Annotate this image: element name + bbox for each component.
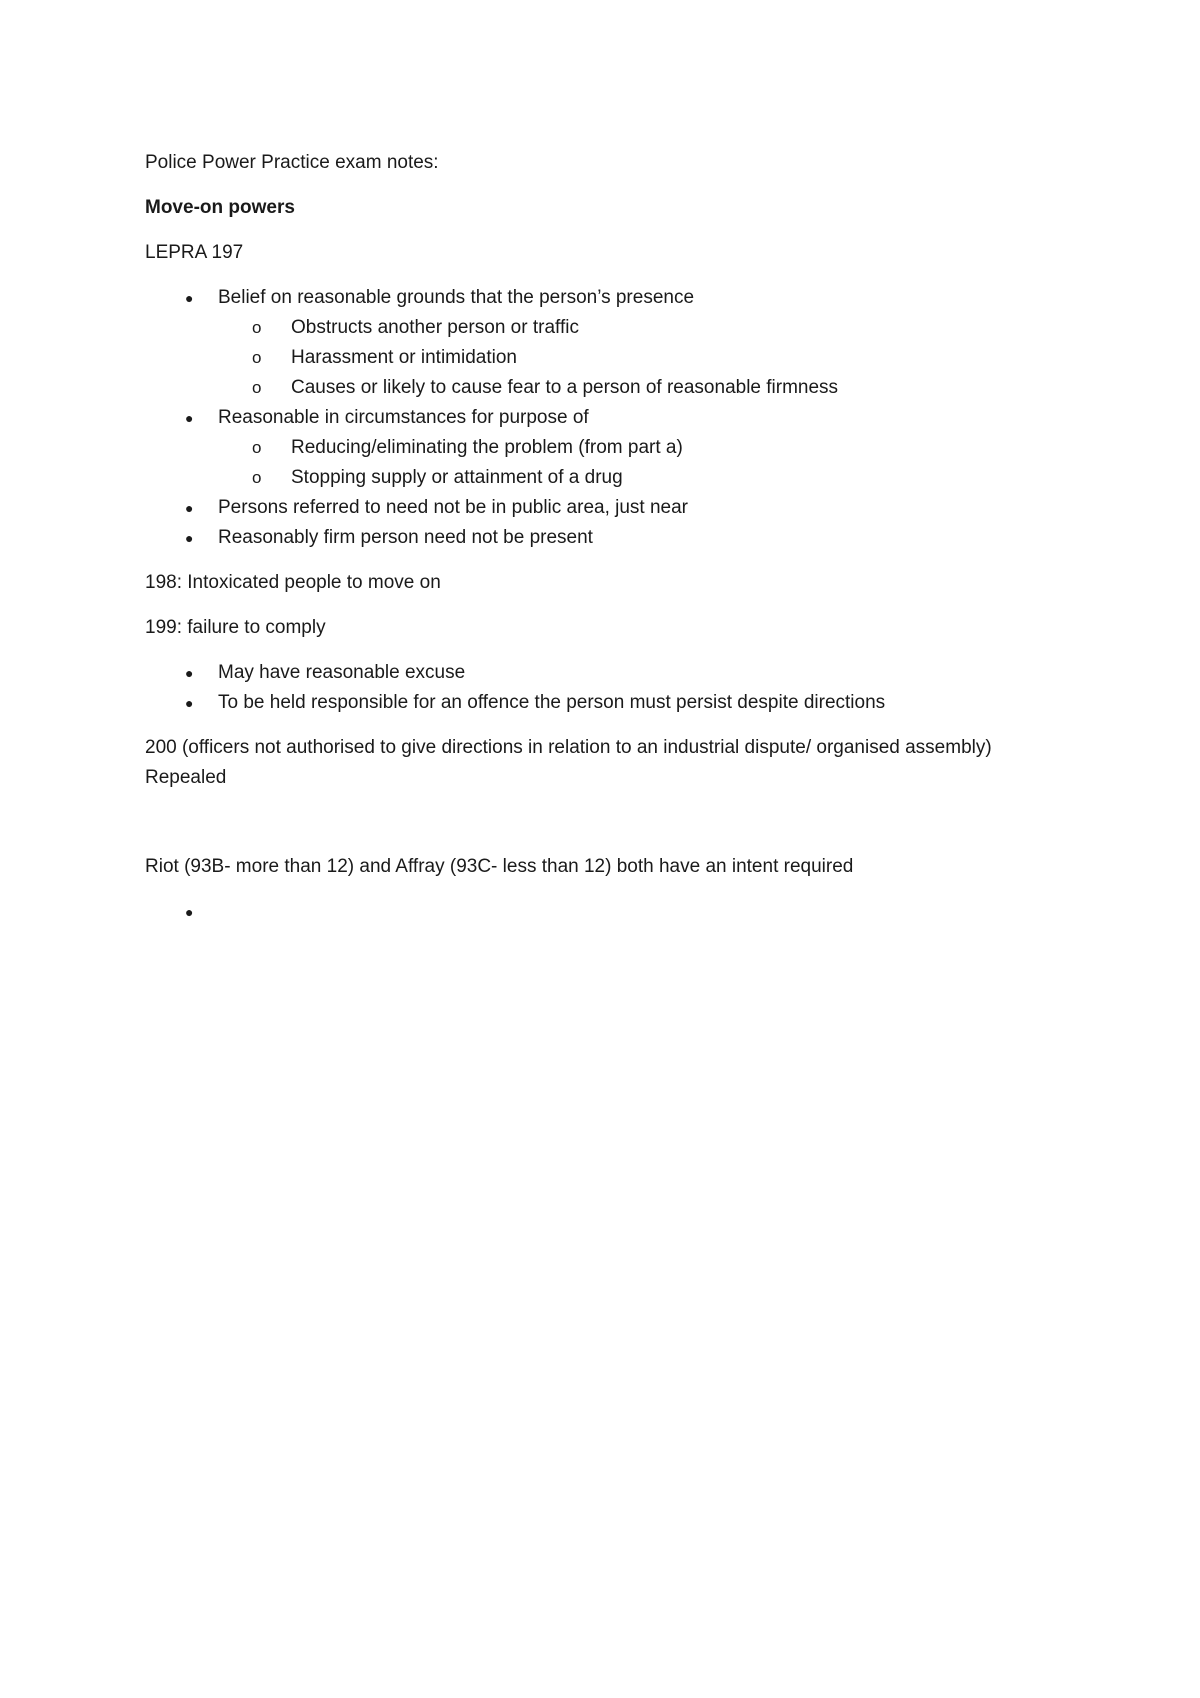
- section-200: 200 (officers not authorised to give directions in relation to an industrial dispute/ organised assembly) Repealed: [145, 737, 992, 788]
- bullet-icon: ●: [185, 665, 194, 681]
- list-item-text: Belief on reasonable grounds that the person’s presence: [218, 287, 695, 308]
- lepra-bullet-list: [145, 283, 1045, 553]
- sub-list-item-text: Causes or likely to cause fear to a person of reasonable firmness: [291, 377, 839, 398]
- list-item: [145, 283, 1045, 403]
- lepra-section-label: LEPRA 197: [145, 242, 244, 263]
- riot-affray-note: Riot (93B- more than 12) and Affray (93C- less than 12) both have an intent required: [145, 856, 854, 877]
- sub-list-item-text: Reducing/eliminating the problem (from part a): [291, 437, 683, 458]
- list-item: [145, 688, 1045, 718]
- sub-bullet-icon: o: [252, 438, 262, 457]
- empty-bullet-list: [145, 897, 1045, 927]
- sub-bullet-icon: o: [252, 378, 262, 397]
- sub-list-item-text: Obstructs another person or traffic: [291, 317, 579, 338]
- list-item: [145, 523, 1045, 553]
- list-item-text: May have reasonable excuse: [218, 662, 466, 683]
- list-item: [145, 897, 1045, 927]
- sub-list-item: [218, 463, 1045, 493]
- list-item-text: Reasonable in circumstances for purpose of: [218, 407, 589, 428]
- sub-list-item: [218, 373, 1045, 403]
- sub-list-item: [218, 433, 1045, 463]
- document-body: [145, 148, 1045, 942]
- list-item: [145, 403, 1045, 493]
- blank-line: [145, 808, 1045, 852]
- sub-list-item: [218, 313, 1045, 343]
- s199-bullet-list: [145, 658, 1045, 718]
- section-198: 198: Intoxicated people to move on: [145, 572, 441, 593]
- bullet-icon: ●: [185, 290, 194, 306]
- list-item-text: To be held responsible for an offence the person must persist despite directions: [218, 692, 886, 713]
- sub-bullet-list: [218, 433, 1045, 493]
- sub-bullet-list: [218, 313, 1045, 403]
- list-item-text: Persons referred to need not be in public area, just near: [218, 497, 689, 518]
- sub-bullet-icon: o: [252, 318, 262, 337]
- section-199: 199: failure to comply: [145, 617, 326, 638]
- list-item-text: Reasonably firm person need not be present: [218, 527, 593, 548]
- bullet-icon: ●: [185, 695, 194, 711]
- bullet-icon: ●: [185, 530, 194, 546]
- bullet-icon: ●: [185, 410, 194, 426]
- sub-list-item-text: Harassment or intimidation: [291, 347, 517, 368]
- section-heading: Move-on powers: [145, 197, 295, 218]
- bullet-icon: ●: [185, 500, 194, 516]
- sub-list-item-text: Stopping supply or attainment of a drug: [291, 467, 623, 488]
- list-item: [145, 493, 1045, 523]
- list-item: [145, 658, 1045, 688]
- sub-list-item: [218, 343, 1045, 373]
- document-title: Police Power Practice exam notes:: [145, 152, 439, 173]
- sub-bullet-icon: o: [252, 468, 262, 487]
- bullet-icon: ●: [185, 904, 194, 920]
- sub-bullet-icon: o: [252, 348, 262, 367]
